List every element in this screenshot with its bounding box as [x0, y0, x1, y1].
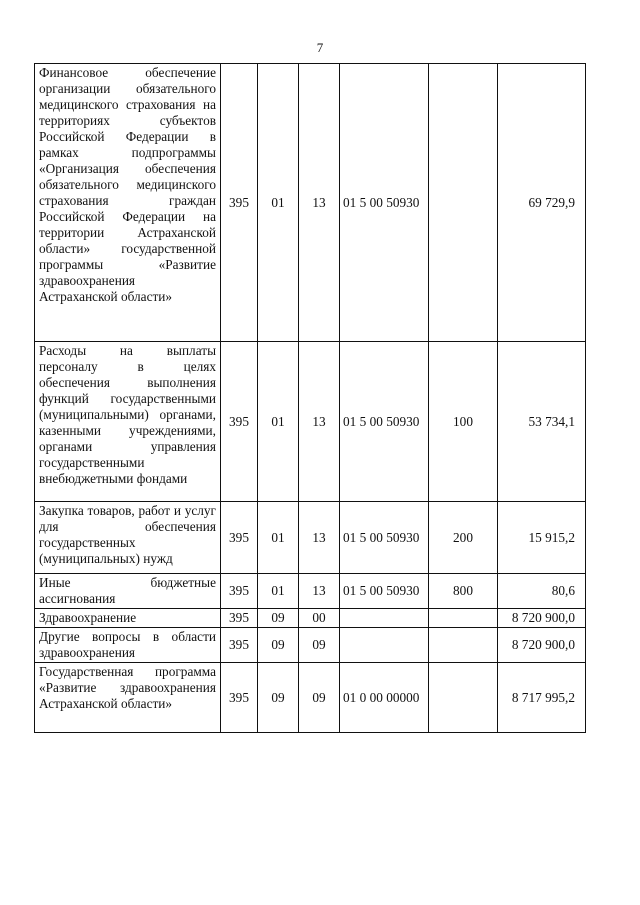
row-vr [429, 628, 498, 663]
row-pr: 13 [299, 342, 340, 502]
row-rz: 01 [258, 342, 299, 502]
row-rz: 01 [258, 502, 299, 574]
row-vr: 200 [429, 502, 498, 574]
row-amount: 80,6 [498, 574, 586, 609]
row-amount: 8 720 900,0 [498, 628, 586, 663]
row-csr: 01 5 00 50930 [340, 502, 429, 574]
row-name: Финансовое обеспечение организации обязательного медицинского страхования на территориях субъектов Российской Федерации в рамках подпрограммы «Организация обеспечения обязательного медицинского страхования граждан Российской Федерации на территории Астраханской области» государственной программы «Развитие здравоохранения Астраханской области» [35, 64, 221, 342]
row-csr [340, 628, 429, 663]
row-ved: 395 [221, 628, 258, 663]
row-rz: 09 [258, 609, 299, 628]
row-amount: 69 729,9 [498, 64, 586, 342]
row-name: Государственная программа «Развитие здравоохранения Астраханской области» [35, 663, 221, 733]
row-rz: 01 [258, 574, 299, 609]
table-row [35, 663, 586, 733]
row-amount: 8 717 995,2 [498, 663, 586, 733]
row-vr [429, 64, 498, 342]
table-row [35, 64, 586, 342]
row-ved: 395 [221, 609, 258, 628]
row-pr: 13 [299, 574, 340, 609]
row-amount: 8 720 900,0 [498, 609, 586, 628]
budget-table [34, 63, 586, 733]
row-ved: 395 [221, 574, 258, 609]
row-name: Здравоохранение [35, 609, 221, 628]
table-row [35, 628, 586, 663]
table-row [35, 502, 586, 574]
row-name: Другие вопросы в области здравоохранения [35, 628, 221, 663]
row-amount: 53 734,1 [498, 342, 586, 502]
row-vr [429, 663, 498, 733]
row-pr: 00 [299, 609, 340, 628]
table-row [35, 342, 586, 502]
row-vr [429, 609, 498, 628]
page-number: 7 [316, 40, 324, 55]
row-name: Расходы на выплаты персоналу в целях обеспечения выполнения функций государственными (муниципальными) органами, казенными учреждениями, органами управления государственными внебюджетными фондами [35, 342, 221, 502]
row-ved: 395 [221, 502, 258, 574]
row-name: Иные бюджетные ассигнования [35, 574, 221, 609]
row-name: Закупка товаров, работ и услуг для обеспечения государственных (муниципальных) нужд [35, 502, 221, 574]
row-pr: 09 [299, 663, 340, 733]
row-amount: 15 915,2 [498, 502, 586, 574]
row-vr: 800 [429, 574, 498, 609]
row-csr: 01 0 00 00000 [340, 663, 429, 733]
row-csr: 01 5 00 50930 [340, 64, 429, 342]
row-ved: 395 [221, 64, 258, 342]
row-pr: 13 [299, 502, 340, 574]
row-csr: 01 5 00 50930 [340, 342, 429, 502]
table-row [35, 574, 586, 609]
table-row [35, 609, 586, 628]
row-pr: 09 [299, 628, 340, 663]
row-rz: 09 [258, 628, 299, 663]
row-ved: 395 [221, 663, 258, 733]
row-csr [340, 609, 429, 628]
row-csr: 01 5 00 50930 [340, 574, 429, 609]
row-pr: 13 [299, 64, 340, 342]
row-ved: 395 [221, 342, 258, 502]
row-rz: 09 [258, 663, 299, 733]
row-vr: 100 [429, 342, 498, 502]
row-rz: 01 [258, 64, 299, 342]
